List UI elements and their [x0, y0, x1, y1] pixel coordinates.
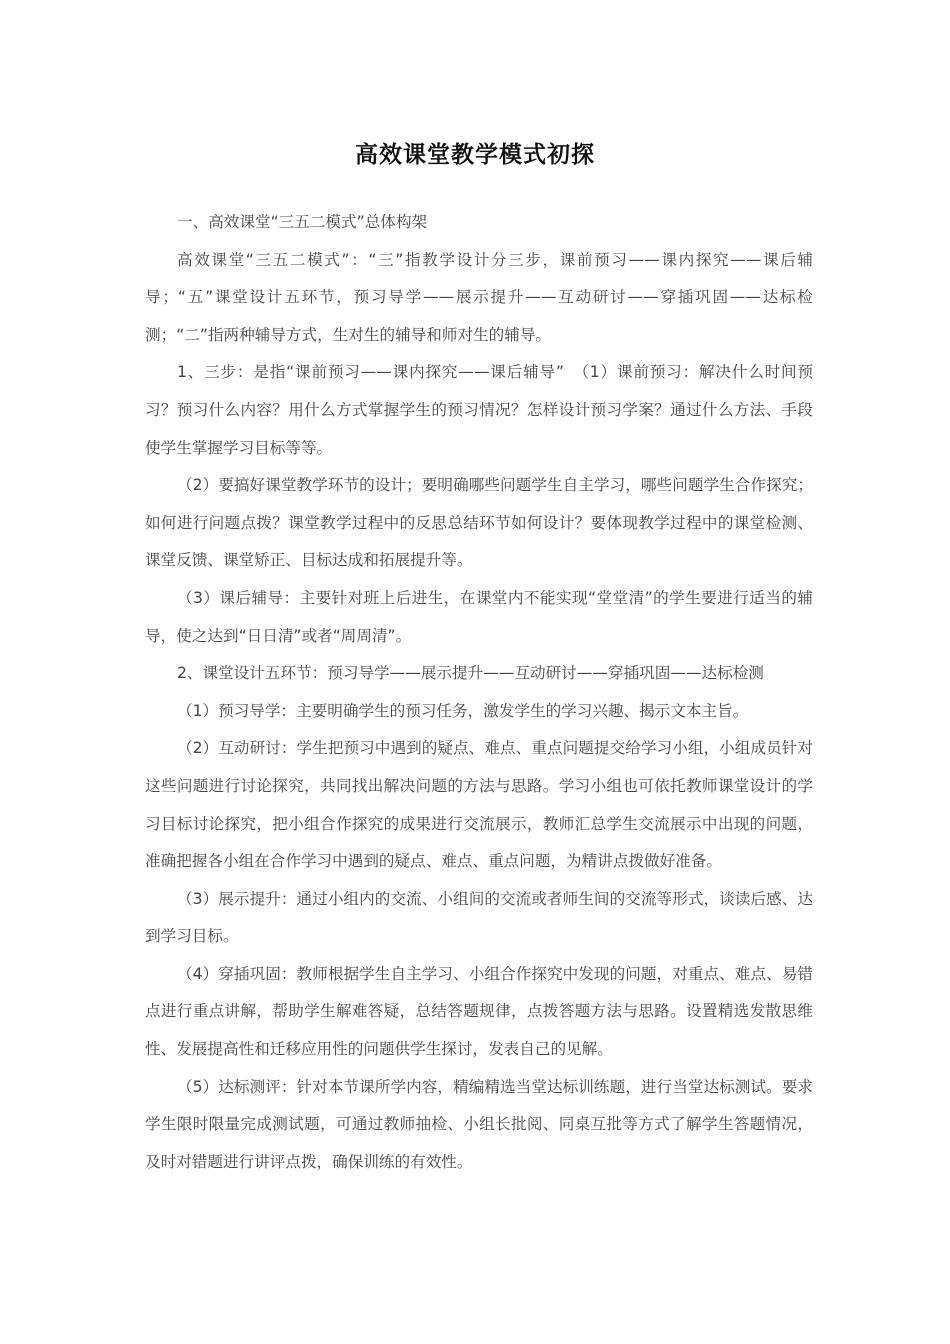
- paragraph-text: （1）预习导学：主要明确学生的预习任务，激发学生的学习兴趣、揭示文本主旨。: [177, 701, 749, 720]
- paragraph-text: 2、课堂设计五环节：预习导学——展示提升——互动研讨——穿插巩固——达标检测: [177, 664, 764, 683]
- section-heading-framework: [145, 204, 813, 242]
- paragraph-five-stages: [145, 655, 813, 693]
- paragraph-three-steps: [145, 354, 813, 467]
- paragraph-stage-3: [145, 881, 813, 956]
- paragraph-stage-5: [145, 1069, 813, 1182]
- paragraph-text: 1、三步：是指“课前预习——课内探究——课后辅导” （1）课前预习：解决什么时间预习？预习什么内容？用什么方式掌握学生的预习情况？怎样设计预习学案？通过什么方法、手段使学生掌握学习目标等等。: [145, 363, 813, 457]
- paragraph-stage-1: [145, 693, 813, 731]
- paragraph-text: （3）课后辅导：主要针对班上后进生，在课堂内不能实现“堂堂清”的学生要进行适当的辅导，使之达到“日日清”或者“周周清”。: [145, 588, 813, 645]
- paragraph-text: （2）互动研讨：学生把预习中遇到的疑点、难点、重点问题提交给学习小组，小组成员针对这些问题进行讨论探究，共同找出解决问题的方法与思路。学习小组也可依托教师课堂设计的学习目标讨论探究，把小组合作探究的成果进行交流展示，教师汇总学生交流展示中出现的问题，准确把握各小组在合作学习中遇到的疑点、难点、重点问题，为精讲点拨做好准备。: [145, 739, 813, 871]
- document-title: 高效课堂教学模式初探: [355, 142, 595, 168]
- paragraph-step-2: [145, 467, 813, 580]
- paragraph-stage-2: [145, 730, 813, 880]
- paragraph-step-3: [145, 580, 813, 655]
- paragraph-stage-4: [145, 956, 813, 1069]
- paragraph-text: （2）要搞好课堂教学环节的设计；要明确哪些问题学生自主学习，哪些问题学生合作探究；如何进行问题点拨？课堂教学过程中的反思总结环节如何设计？要体现教学过程中的课堂检测、课堂反馈、课堂矫正、目标达成和拓展提升等。: [145, 476, 813, 570]
- paragraph-text: 高效课堂“三五二模式”：“三”指教学设计分三步，课前预习——课内探究——课后辅导；“五”课堂设计五环节，预习导学——展示提升——互动研讨——穿插巩固——达标检测；“二”指两种辅导方式，生对生的辅导和师对生的辅导。: [145, 250, 813, 344]
- paragraph-text: （3）展示提升：通过小组内的交流、小组间的交流或者师生间的交流等形式，谈读后感、达到学习目标。: [145, 889, 813, 946]
- document-body: [145, 204, 813, 1181]
- paragraph-model-overview: [145, 242, 813, 355]
- paragraph-text: （5）达标测评：针对本节课所学内容，精编精选当堂达标训练题，进行当堂达标测试。要求学生限时限量完成测试题，可通过教师抽检、小组长批阅、同桌互批等方式了解学生答题情况，及时对错题进行讲评点拨，确保训练的有效性。: [145, 1077, 813, 1171]
- paragraph-text: （4）穿插巩固：教师根据学生自主学习、小组合作探究中发现的问题，对重点、难点、易错点进行重点讲解，帮助学生解难答疑，总结答题规律，点拨答题方法与思路。设置精选发散思维性、发展提高性和迁移应用性的问题供学生探讨，发表自己的见解。: [145, 964, 813, 1059]
- paragraph-text: 一、高效课堂“三五二模式”总体构架: [177, 213, 428, 231]
